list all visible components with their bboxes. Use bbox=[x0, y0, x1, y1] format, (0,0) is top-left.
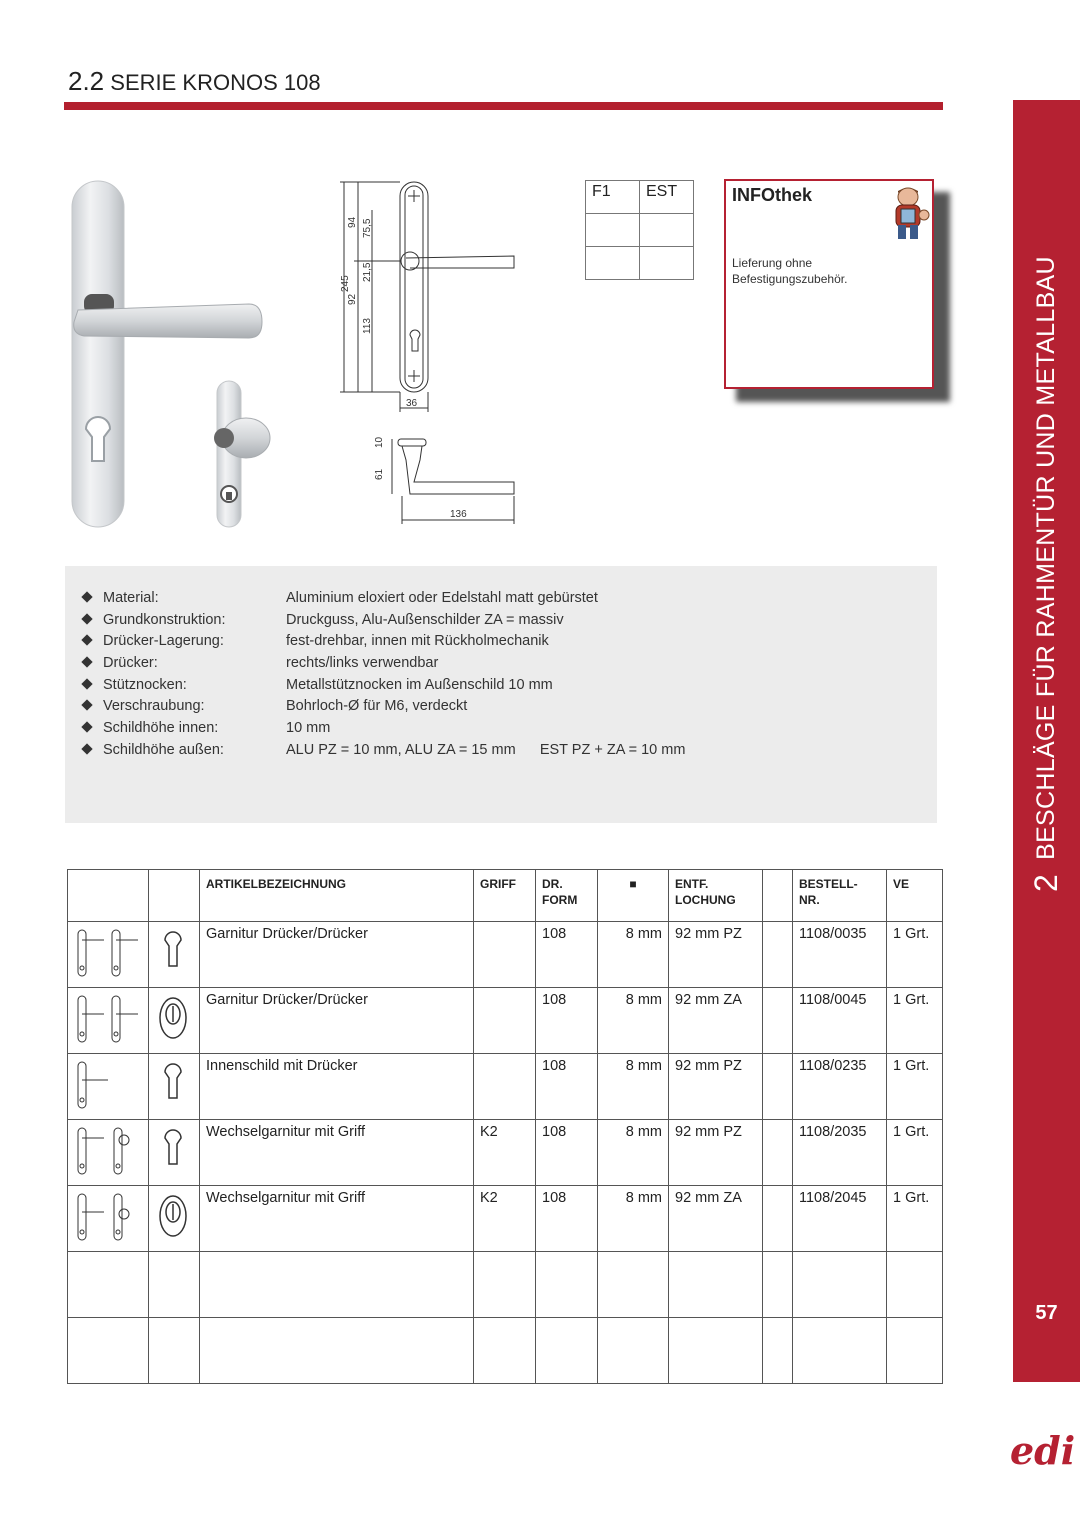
profile-cylinder-icon bbox=[153, 1122, 193, 1178]
header-lochung: ENTF. LOCHUNG bbox=[669, 870, 763, 922]
page-number: 57 bbox=[1035, 1302, 1058, 1324]
profile-cylinder-icon bbox=[153, 1056, 193, 1112]
form-cell: 108 bbox=[536, 1054, 598, 1120]
article-table bbox=[67, 869, 943, 1384]
dim-61: 61 bbox=[374, 468, 385, 480]
artikel-cell: Wechselgarnitur mit Griff bbox=[200, 1120, 474, 1186]
spec-label: Material: bbox=[103, 590, 159, 606]
spec-row bbox=[83, 633, 549, 653]
handle-knob-icon bbox=[72, 1188, 142, 1244]
spec-row bbox=[83, 698, 468, 718]
handle-knob-icon bbox=[72, 1122, 142, 1178]
single-handle-icon bbox=[72, 1056, 142, 1112]
dim-21-5: 21,5 bbox=[362, 262, 373, 282]
spec-value: Aluminium eloxiert oder Edelstahl matt gebürstet bbox=[286, 590, 598, 606]
table-row-empty bbox=[68, 1318, 943, 1384]
header-ve: VE bbox=[887, 870, 943, 922]
header-artikel: ARTIKELBEZEICHNUNG bbox=[200, 870, 474, 922]
spec-label: Grundkonstruktion: bbox=[103, 612, 226, 628]
ve-cell: 1 Grt. bbox=[887, 988, 943, 1054]
header-griff: GRIFF bbox=[474, 870, 536, 922]
header-bestell: BESTELL- NR. bbox=[793, 870, 887, 922]
row-image-cell bbox=[68, 1186, 149, 1252]
spec-label: Schildhöhe innen: bbox=[103, 720, 219, 736]
ve-cell: 1 Grt. bbox=[887, 1186, 943, 1252]
spec-value: 10 mm bbox=[286, 720, 331, 736]
row-cylinder-cell bbox=[149, 1120, 200, 1186]
form-cell: 108 bbox=[536, 922, 598, 988]
bullet-icon bbox=[81, 699, 92, 710]
table-row bbox=[68, 1120, 943, 1186]
section-title: SERIE KRONOS 108 bbox=[110, 70, 321, 95]
header-cell-image bbox=[68, 870, 149, 922]
spec-label: Stütznocken: bbox=[103, 677, 187, 693]
row-cylinder-cell bbox=[149, 988, 200, 1054]
chapter-label bbox=[1013, 100, 1080, 1382]
bullet-icon bbox=[81, 743, 92, 754]
artikel-cell: Wechselgarnitur mit Griff bbox=[200, 1186, 474, 1252]
dim-92: 92 bbox=[347, 293, 358, 305]
mascot-icon bbox=[888, 185, 930, 243]
profile-cylinder-icon bbox=[153, 924, 193, 980]
header-square: ■ bbox=[598, 870, 669, 922]
lochung-cell: 92 mm ZA bbox=[669, 1186, 763, 1252]
spec-value: ALU PZ = 10 mm, ALU ZA = 15 mm EST PZ + ZA = 10 mm bbox=[286, 742, 686, 758]
square-cell: 8 mm bbox=[598, 1186, 669, 1252]
griff-cell: K2 bbox=[474, 1186, 536, 1252]
spec-value: Bohrloch-Ø für M6, verdeckt bbox=[286, 698, 468, 714]
table-row bbox=[68, 1186, 943, 1252]
blank-cell bbox=[763, 1054, 793, 1120]
header-cell-cylinder bbox=[149, 870, 200, 922]
artikel-cell: Innenschild mit Drücker bbox=[200, 1054, 474, 1120]
row-cylinder-cell bbox=[149, 1186, 200, 1252]
dim-136: 136 bbox=[450, 509, 467, 520]
infothek-text: Lieferung ohne Befestigungszubehör. bbox=[732, 256, 848, 286]
spec-value: rechts/links verwendbar bbox=[286, 655, 439, 671]
row-image-cell bbox=[68, 1120, 149, 1186]
bullet-icon bbox=[81, 678, 92, 689]
infothek-title: INFOthek bbox=[732, 185, 813, 205]
bestell-cell: 1108/2045 bbox=[793, 1186, 887, 1252]
spec-value: fest-drehbar, innen mit Rückholmechanik bbox=[286, 633, 549, 649]
header-rule bbox=[64, 102, 943, 110]
finish-cell bbox=[640, 247, 694, 280]
finish-cell bbox=[640, 214, 694, 247]
form-cell: 108 bbox=[536, 988, 598, 1054]
spec-label: Schildhöhe außen: bbox=[103, 742, 224, 758]
table-row-empty bbox=[68, 1252, 943, 1318]
table-header-row bbox=[68, 870, 943, 922]
spec-row bbox=[83, 677, 553, 697]
blank-cell bbox=[763, 1120, 793, 1186]
bestell-cell: 1108/0235 bbox=[793, 1054, 887, 1120]
spec-row bbox=[83, 612, 564, 632]
spec-row bbox=[83, 742, 686, 762]
technical-drawing bbox=[330, 170, 530, 530]
form-cell: 108 bbox=[536, 1186, 598, 1252]
spec-row bbox=[83, 720, 331, 740]
dim-36: 36 bbox=[406, 398, 418, 409]
chapter-title: BESCHLÄGE FÜR RAHMENTÜR UND METALLBAU bbox=[1032, 256, 1060, 860]
bullet-icon bbox=[81, 634, 92, 645]
ve-cell: 1 Grt. bbox=[887, 922, 943, 988]
bullet-icon bbox=[81, 591, 92, 602]
chapter-number: 2 bbox=[1028, 873, 1064, 892]
square-cell: 8 mm bbox=[598, 988, 669, 1054]
griff-cell: K2 bbox=[474, 1120, 536, 1186]
table-row bbox=[68, 1054, 943, 1120]
finish-table bbox=[585, 180, 694, 280]
artikel-cell: Garnitur Drücker/Drücker bbox=[200, 922, 474, 988]
chapter-band bbox=[1013, 100, 1080, 1382]
dim-75-5: 75,5 bbox=[362, 218, 373, 238]
dim-113: 113 bbox=[362, 318, 373, 334]
round-rosette-icon bbox=[153, 990, 193, 1046]
header-blank bbox=[763, 870, 793, 922]
edi-logo: edi bbox=[1010, 1428, 1076, 1473]
row-cylinder-cell bbox=[149, 1054, 200, 1120]
table-row bbox=[68, 988, 943, 1054]
round-rosette-icon bbox=[153, 1188, 193, 1244]
lochung-cell: 92 mm PZ bbox=[669, 1054, 763, 1120]
section-number: 2.2 bbox=[68, 66, 105, 96]
bullet-icon bbox=[81, 613, 92, 624]
infothek-box bbox=[724, 179, 934, 389]
form-cell: 108 bbox=[536, 1120, 598, 1186]
row-cylinder-cell bbox=[149, 922, 200, 988]
table-row bbox=[68, 922, 943, 988]
blank-cell bbox=[763, 1186, 793, 1252]
spec-value: Druckguss, Alu-Außenschilder ZA = massiv bbox=[286, 612, 564, 628]
finish-cell bbox=[586, 247, 640, 280]
finish-cell bbox=[586, 214, 640, 247]
page-title bbox=[68, 66, 321, 97]
row-image-cell bbox=[68, 1054, 149, 1120]
bullet-icon bbox=[81, 656, 92, 667]
product-photo bbox=[64, 176, 284, 532]
spec-row bbox=[83, 590, 598, 610]
spec-label: Drücker-Lagerung: bbox=[103, 633, 224, 649]
row-image-cell bbox=[68, 922, 149, 988]
spec-label: Drücker: bbox=[103, 655, 158, 671]
square-cell: 8 mm bbox=[598, 1120, 669, 1186]
griff-cell bbox=[474, 988, 536, 1054]
spec-label: Verschraubung: bbox=[103, 698, 205, 714]
lochung-cell: 92 mm PZ bbox=[669, 1120, 763, 1186]
griff-cell bbox=[474, 1054, 536, 1120]
dim-94: 94 bbox=[347, 216, 358, 228]
finish-header-f1: F1 bbox=[586, 181, 640, 214]
row-image-cell bbox=[68, 988, 149, 1054]
dim-245: 245 bbox=[340, 275, 351, 292]
ve-cell: 1 Grt. bbox=[887, 1054, 943, 1120]
handle-pair-icon bbox=[72, 990, 142, 1046]
ve-cell: 1 Grt. bbox=[887, 1120, 943, 1186]
bestell-cell: 1108/0035 bbox=[793, 922, 887, 988]
dim-10: 10 bbox=[374, 436, 385, 448]
finish-header-est: EST bbox=[640, 181, 694, 214]
square-cell: 8 mm bbox=[598, 1054, 669, 1120]
blank-cell bbox=[763, 922, 793, 988]
lochung-cell: 92 mm PZ bbox=[669, 922, 763, 988]
bestell-cell: 1108/2035 bbox=[793, 1120, 887, 1186]
blank-cell bbox=[763, 988, 793, 1054]
spec-box bbox=[65, 566, 937, 823]
bestell-cell: 1108/0045 bbox=[793, 988, 887, 1054]
griff-cell bbox=[474, 922, 536, 988]
spec-row bbox=[83, 655, 439, 675]
artikel-cell: Garnitur Drücker/Drücker bbox=[200, 988, 474, 1054]
spec-value: Metallstütznocken im Außenschild 10 mm bbox=[286, 677, 553, 693]
header-form: DR. FORM bbox=[536, 870, 598, 922]
square-cell: 8 mm bbox=[598, 922, 669, 988]
lochung-cell: 92 mm ZA bbox=[669, 988, 763, 1054]
handle-pair-icon bbox=[72, 924, 142, 980]
bullet-icon bbox=[81, 721, 92, 732]
